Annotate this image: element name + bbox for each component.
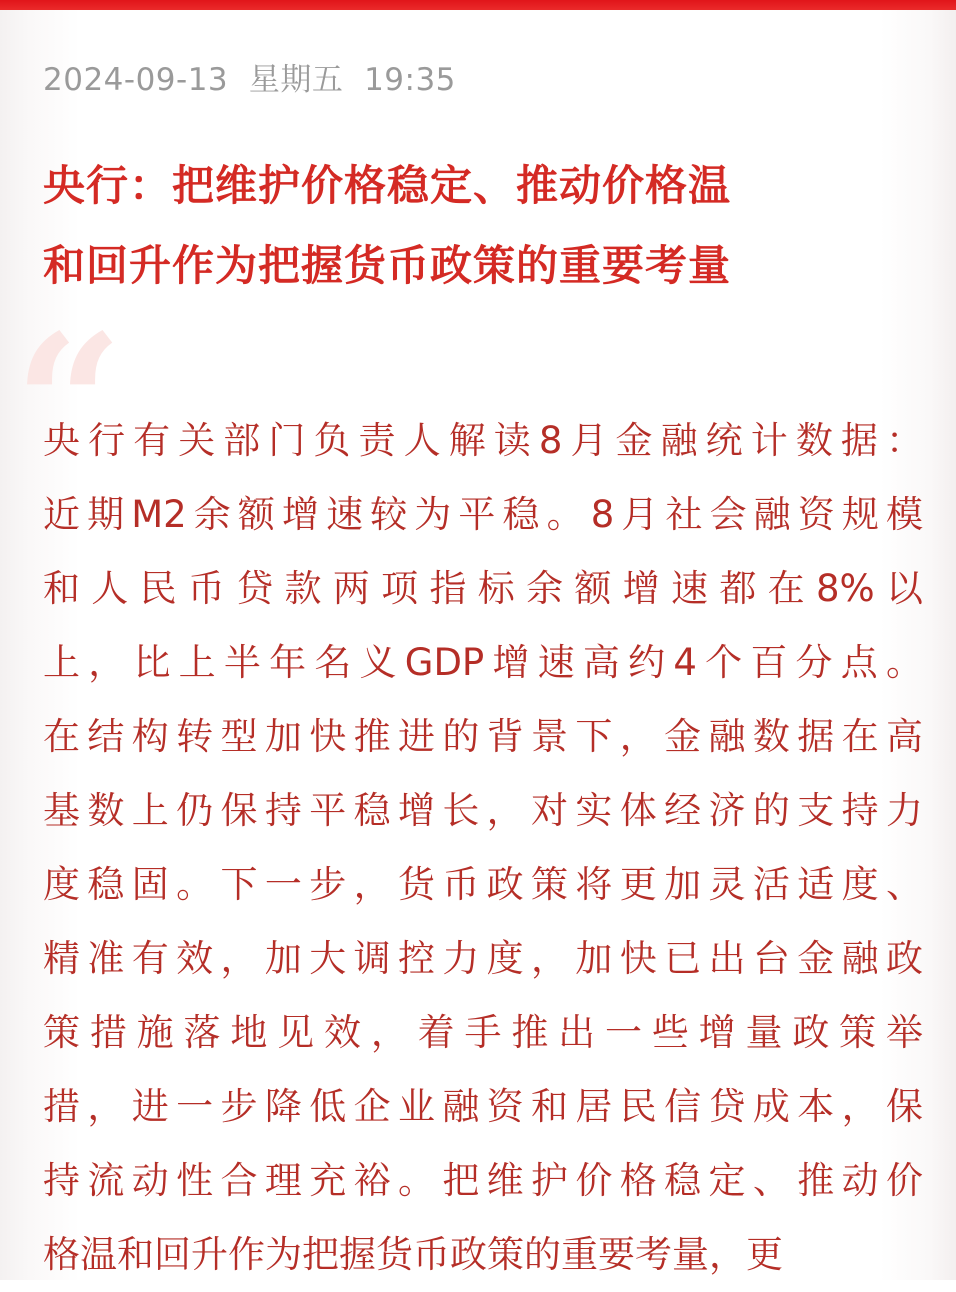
quote-mark-icon: “ <box>14 293 124 516</box>
article-page[interactable] <box>0 10 956 1280</box>
article-body-line: 基数上仍保持平稳增长，对实体经济的支持力 <box>43 789 923 832</box>
article-body <box>43 404 923 1292</box>
article-body-line: 在结构转型加快推进的背景下，金融数据在高 <box>43 715 923 758</box>
article-title-line: 央行：把维护价格稳定、推动价格温 <box>43 161 732 210</box>
article-body-line: 度稳固。下一步，货币政策将更加灵活适度、 <box>43 863 923 906</box>
top-accent-bar <box>0 0 956 10</box>
article-title <box>43 146 923 306</box>
article-body-line: 持流动性合理充裕。把维护价格稳定、推动价 <box>43 1159 923 1202</box>
article-body-line: 和人民币贷款两项指标余额增速都在8%以 <box>43 567 923 610</box>
article-body-line: 措，进一步降低企业融资和居民信贷成本，保 <box>43 1085 923 1128</box>
article-body-line: 格温和回升作为把握货币政策的重要考量，更 <box>43 1233 783 1276</box>
article-body-line: 策措施落地见效，着手推出一些增量政策举 <box>43 1011 923 1054</box>
article-title-line: 和回升作为把握货币政策的重要考量 <box>43 241 732 290</box>
publish-timestamp: 2024-09-13 星期五 19:35 <box>43 62 456 98</box>
article-body-line: 近期M2余额增速较为平稳。8月社会融资规模 <box>43 493 923 536</box>
article-body-line: 上，比上半年名义GDP增速高约4个百分点。 <box>43 641 923 684</box>
article-body-line: 精准有效，加大调控力度，加快已出台金融政 <box>43 937 923 980</box>
article-body-line: 央行有关部门负责人解读8月金融统计数据： <box>43 419 923 462</box>
